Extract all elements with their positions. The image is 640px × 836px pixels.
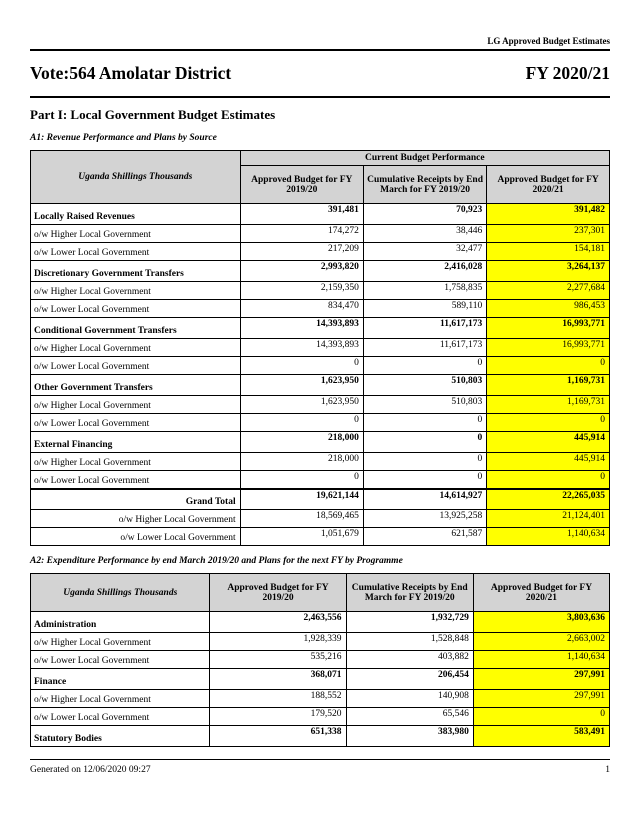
cell-value: 1,932,729	[346, 612, 473, 633]
cell-value: 368,071	[210, 669, 346, 690]
cell-value: 1,758,835	[363, 282, 486, 300]
row-label: o/w Lower Local Government	[31, 471, 241, 489]
col-header-cumulative-receipts: Cumulative Receipts by End March for FY 2019/20	[363, 166, 486, 204]
table-row	[31, 432, 610, 453]
cell-value: 651,338	[210, 726, 346, 747]
cell-approved-budget-2020-21: 22,265,035	[487, 489, 610, 510]
row-label: Discretionary Government Transfers	[31, 261, 241, 282]
row-label: Finance	[31, 669, 210, 690]
row-label: o/w Lower Local Government	[31, 300, 241, 318]
cell-approved-budget-2020-21: 16,993,771	[487, 318, 610, 339]
expenditure-performance-table	[30, 573, 610, 747]
cell-value: 510,803	[363, 396, 486, 414]
part-title: Part I: Local Government Budget Estimates	[30, 107, 276, 122]
cell-value: 510,803	[363, 375, 486, 396]
table-row	[31, 261, 610, 282]
units-label: Uganda Shillings Thousands	[31, 574, 210, 612]
cell-value: 834,470	[240, 300, 363, 318]
row-label: o/w Lower Local Government	[31, 708, 210, 726]
cell-value: 218,000	[240, 453, 363, 471]
cell-value: 1,623,950	[240, 375, 363, 396]
cell-value: 391,481	[240, 204, 363, 225]
cell-value: 206,454	[346, 669, 473, 690]
cell-value: 70,923	[363, 204, 486, 225]
table-row	[31, 633, 610, 651]
cell-value: 217,209	[240, 243, 363, 261]
table-row	[31, 528, 610, 546]
table-row	[31, 471, 610, 489]
table-row	[31, 726, 610, 747]
col-header-approved-2019-20: Approved Budget for FY 2019/20	[240, 166, 363, 204]
row-label: o/w Lower Local Government	[31, 528, 241, 546]
cell-value: 403,882	[346, 651, 473, 669]
cell-approved-budget-2020-21: 297,991	[473, 690, 609, 708]
cell-value: 14,393,893	[240, 318, 363, 339]
cell-value: 383,980	[346, 726, 473, 747]
row-label: Other Government Transfers	[31, 375, 241, 396]
cell-value: 0	[363, 414, 486, 432]
cell-value: 18,569,465	[240, 510, 363, 528]
cell-value: 174,272	[240, 225, 363, 243]
page-number: 1	[605, 765, 610, 775]
cell-approved-budget-2020-21: 237,301	[487, 225, 610, 243]
cell-approved-budget-2020-21: 3,803,636	[473, 612, 609, 633]
cell-approved-budget-2020-21: 445,914	[487, 432, 610, 453]
cell-value: 14,393,893	[240, 339, 363, 357]
title-bar	[30, 63, 610, 98]
cell-approved-budget-2020-21: 445,914	[487, 453, 610, 471]
units-label: Uganda Shillings Thousands	[31, 151, 241, 204]
cell-value: 188,552	[210, 690, 346, 708]
table-row	[31, 669, 610, 690]
table-row	[31, 282, 610, 300]
table-row	[31, 510, 610, 528]
cell-approved-budget-2020-21: 154,181	[487, 243, 610, 261]
table-row	[31, 612, 610, 633]
cell-approved-budget-2020-21: 2,663,002	[473, 633, 609, 651]
cell-value: 0	[240, 471, 363, 489]
row-label: o/w Lower Local Government	[31, 651, 210, 669]
cell-value: 11,617,173	[363, 339, 486, 357]
cell-value: 0	[240, 357, 363, 375]
cell-approved-budget-2020-21: 391,482	[487, 204, 610, 225]
row-label: Statutory Bodies	[31, 726, 210, 747]
table-row	[31, 396, 610, 414]
table-row	[31, 357, 610, 375]
cell-value: 2,463,556	[210, 612, 346, 633]
cell-approved-budget-2020-21: 1,140,634	[473, 651, 609, 669]
col-header-approved-2019-20: Approved Budget for FY 2019/20	[210, 574, 346, 612]
cell-approved-budget-2020-21: 297,991	[473, 669, 609, 690]
cell-value: 0	[363, 453, 486, 471]
section-a2-title: A2: Expenditure Performance by end March 2019/20 and Plans for the next FY by Programme	[30, 556, 403, 566]
cell-approved-budget-2020-21: 1,140,634	[487, 528, 610, 546]
table-row	[31, 339, 610, 357]
row-label: o/w Higher Local Government	[31, 282, 241, 300]
cell-value: 19,621,144	[240, 489, 363, 510]
revenue-table-body	[31, 204, 610, 546]
row-label: o/w Lower Local Government	[31, 357, 241, 375]
cell-value: 0	[363, 432, 486, 453]
row-label: o/w Higher Local Government	[31, 633, 210, 651]
table-row	[31, 708, 610, 726]
cell-value: 11,617,173	[363, 318, 486, 339]
row-label: Grand Total	[31, 489, 241, 510]
table-row	[31, 204, 610, 225]
table-row	[31, 690, 610, 708]
table-row	[31, 300, 610, 318]
generated-timestamp: Generated on 12/06/2020 09:27	[30, 765, 151, 775]
table-row	[31, 414, 610, 432]
cell-approved-budget-2020-21: 1,169,731	[487, 396, 610, 414]
table-row	[31, 375, 610, 396]
section-a1-title: A1: Revenue Performance and Plans by Source	[30, 133, 217, 143]
cell-approved-budget-2020-21: 0	[487, 414, 610, 432]
cell-value: 140,908	[346, 690, 473, 708]
cell-value: 589,110	[363, 300, 486, 318]
page-footer	[30, 759, 610, 775]
cell-approved-budget-2020-21: 1,169,731	[487, 375, 610, 396]
table-row	[31, 453, 610, 471]
cell-approved-budget-2020-21: 2,277,684	[487, 282, 610, 300]
row-label: Conditional Government Transfers	[31, 318, 241, 339]
cell-value: 535,216	[210, 651, 346, 669]
cell-value: 38,446	[363, 225, 486, 243]
cell-value: 2,416,028	[363, 261, 486, 282]
expenditure-table-body	[31, 612, 610, 747]
col-header-cumulative-receipts: Cumulative Receipts by End March for FY 2019/20	[346, 574, 473, 612]
col-header-approved-2020-21: Approved Budget for FY 2020/21	[473, 574, 609, 612]
row-label: o/w Higher Local Government	[31, 339, 241, 357]
cell-value: 0	[240, 414, 363, 432]
col-header-approved-2020-21: Approved Budget for FY 2020/21	[487, 166, 610, 204]
cell-approved-budget-2020-21: 986,453	[487, 300, 610, 318]
row-label: o/w Higher Local Government	[31, 510, 241, 528]
cell-approved-budget-2020-21: 0	[473, 708, 609, 726]
row-label: o/w Lower Local Government	[31, 243, 241, 261]
cell-value: 0	[363, 357, 486, 375]
table-row	[31, 489, 610, 510]
cell-value: 2,159,350	[240, 282, 363, 300]
vote-title: Vote:564 Amolatar District	[30, 63, 232, 83]
cell-value: 1,528,848	[346, 633, 473, 651]
row-label: o/w Higher Local Government	[31, 690, 210, 708]
cell-value: 179,520	[210, 708, 346, 726]
cell-approved-budget-2020-21: 21,124,401	[487, 510, 610, 528]
cell-approved-budget-2020-21: 0	[487, 471, 610, 489]
table-row	[31, 243, 610, 261]
report-type-label: LG Approved Budget Estimates	[30, 36, 610, 51]
table-row	[31, 318, 610, 339]
cell-value: 2,993,820	[240, 261, 363, 282]
cell-value: 0	[363, 471, 486, 489]
cell-value: 13,925,258	[363, 510, 486, 528]
cell-value: 65,546	[346, 708, 473, 726]
row-label: Administration	[31, 612, 210, 633]
fiscal-year-label: FY 2020/21	[525, 63, 610, 83]
cell-value: 1,928,339	[210, 633, 346, 651]
cell-value: 14,614,927	[363, 489, 486, 510]
table-header-row	[31, 574, 610, 612]
cell-value: 218,000	[240, 432, 363, 453]
row-label: External Financing	[31, 432, 241, 453]
cell-approved-budget-2020-21: 3,264,137	[487, 261, 610, 282]
cell-approved-budget-2020-21: 16,993,771	[487, 339, 610, 357]
group-header: Current Budget Performance	[240, 151, 609, 166]
row-label: o/w Higher Local Government	[31, 396, 241, 414]
row-label: o/w Lower Local Government	[31, 414, 241, 432]
cell-value: 1,051,679	[240, 528, 363, 546]
revenue-performance-table	[30, 150, 610, 546]
table-row	[31, 225, 610, 243]
cell-value: 621,587	[363, 528, 486, 546]
table-row	[31, 651, 610, 669]
cell-value: 32,477	[363, 243, 486, 261]
row-label: Locally Raised Revenues	[31, 204, 241, 225]
cell-approved-budget-2020-21: 583,491	[473, 726, 609, 747]
cell-approved-budget-2020-21: 0	[487, 357, 610, 375]
row-label: o/w Higher Local Government	[31, 453, 241, 471]
row-label: o/w Higher Local Government	[31, 225, 241, 243]
cell-value: 1,623,950	[240, 396, 363, 414]
table-header-row	[31, 151, 610, 166]
